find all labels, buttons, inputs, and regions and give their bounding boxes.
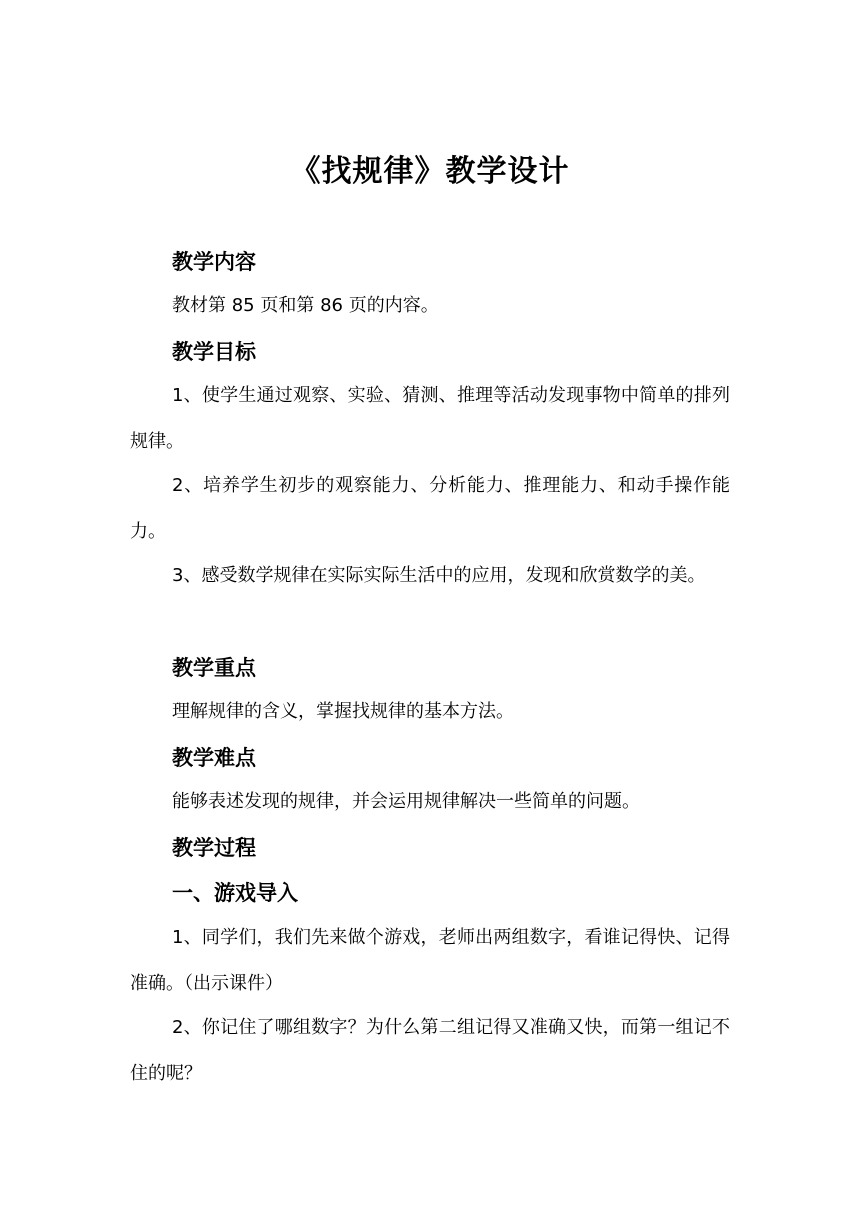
paragraph-difficulties: 能够表述发现的规律，并会运用规律解决一些简单的问题。 <box>172 791 640 812</box>
heading-game-intro: 一、游戏导入 <box>172 881 298 905</box>
paragraph-goal-2: 2、培养学生初步的观察能力、分析能力、推理能力、和动手操作能力。 <box>130 475 730 542</box>
heading-teaching-goals: 教学目标 <box>172 340 256 364</box>
paragraph-step1-item-1: 1、同学们，我们先来做个游戏，老师出两组数字，看谁记得快、记得准确。（出示课件） <box>130 927 730 994</box>
heading-difficulties: 教学难点 <box>172 746 256 770</box>
document-title: 《找规律》教学设计 <box>290 154 570 189</box>
paragraph-goal-1: 1、使学生通过观察、实验、猜测、推理等活动发现事物中简单的排列规律。 <box>130 385 730 452</box>
paragraph-step1-item-2: 2、你记住了哪组数字？为什么第二组记得又准确又快，而第一组记不住的呢？ <box>130 1017 730 1084</box>
paragraph-key-points: 理解规律的含义，掌握找规律的基本方法。 <box>172 701 514 722</box>
paragraph-teaching-content: 教材第 85 页和第 86 页的内容。 <box>172 295 439 316</box>
heading-teaching-process: 教学过程 <box>172 836 256 860</box>
heading-teaching-content: 教学内容 <box>172 250 256 274</box>
heading-key-points: 教学重点 <box>172 656 256 680</box>
paragraph-goal-3: 3、感受数学规律在实际实际生活中的应用，发现和欣赏数学的美。 <box>172 565 706 586</box>
